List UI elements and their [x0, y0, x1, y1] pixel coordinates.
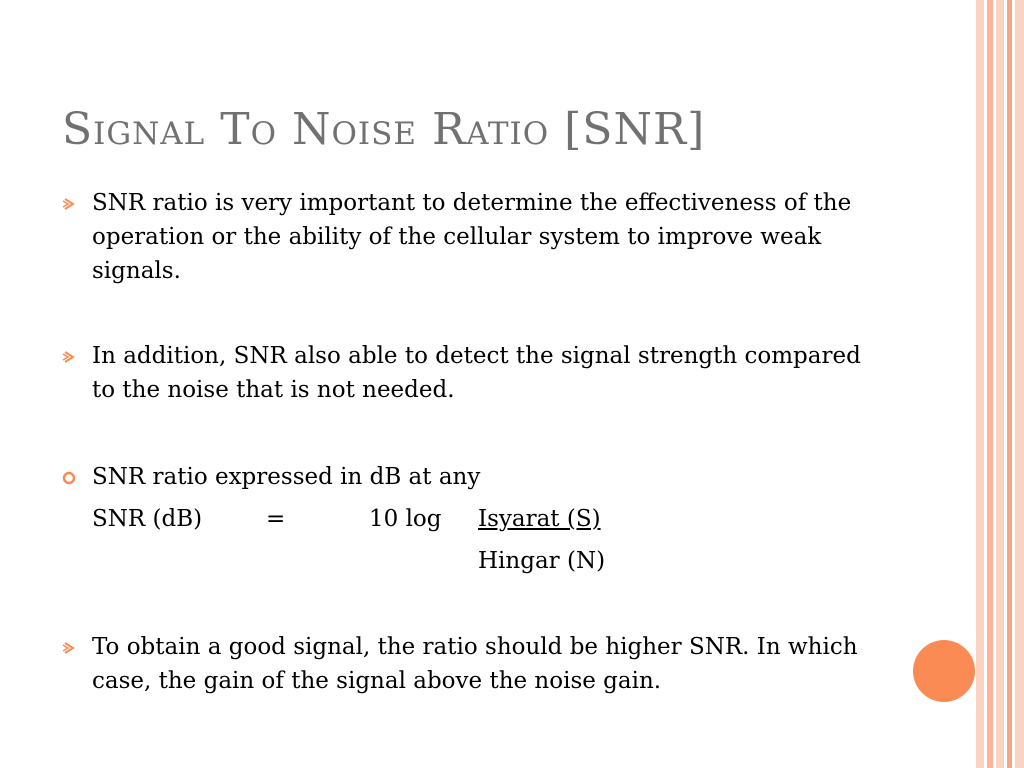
bullet-text: SNR ratio is very important to determine the effectiveness of the operation or the ability of the cellular system to improve weak signals.	[92, 190, 852, 284]
bullet-text: SNR ratio expressed in dB at any	[92, 464, 481, 490]
decorative-stripe-light-2	[996, 0, 1004, 768]
formula-lhs: SNR (dB)	[92, 506, 203, 532]
arrow-bullet-icon	[62, 350, 76, 364]
arrow-bullet-icon	[62, 197, 76, 211]
bullet-text: To obtain a good signal, the ratio should be higher SNR. In which case, the gain of the signal above the noise gain.	[92, 634, 858, 694]
decorative-stripe-light	[976, 0, 984, 768]
slide-title: Signal To Noise Ratio [SNR]	[62, 104, 706, 155]
formula-equals: =	[266, 506, 286, 532]
formula-denominator: Hingar (N)	[478, 548, 606, 574]
decorative-stripe-light-3	[1015, 0, 1024, 768]
decorative-stripe-dark	[1007, 0, 1012, 768]
formula-coefficient: 10 log	[369, 506, 442, 532]
circle-bullet-icon	[62, 471, 76, 485]
formula-numerator: Isyarat (S)	[478, 506, 601, 532]
decorative-circle	[913, 640, 975, 702]
bullet-text: In addition, SNR also able to detect the signal strength compared to the noise that is not needed.	[92, 343, 861, 403]
arrow-bullet-icon	[62, 641, 76, 655]
decorative-stripe-mid	[987, 0, 993, 768]
